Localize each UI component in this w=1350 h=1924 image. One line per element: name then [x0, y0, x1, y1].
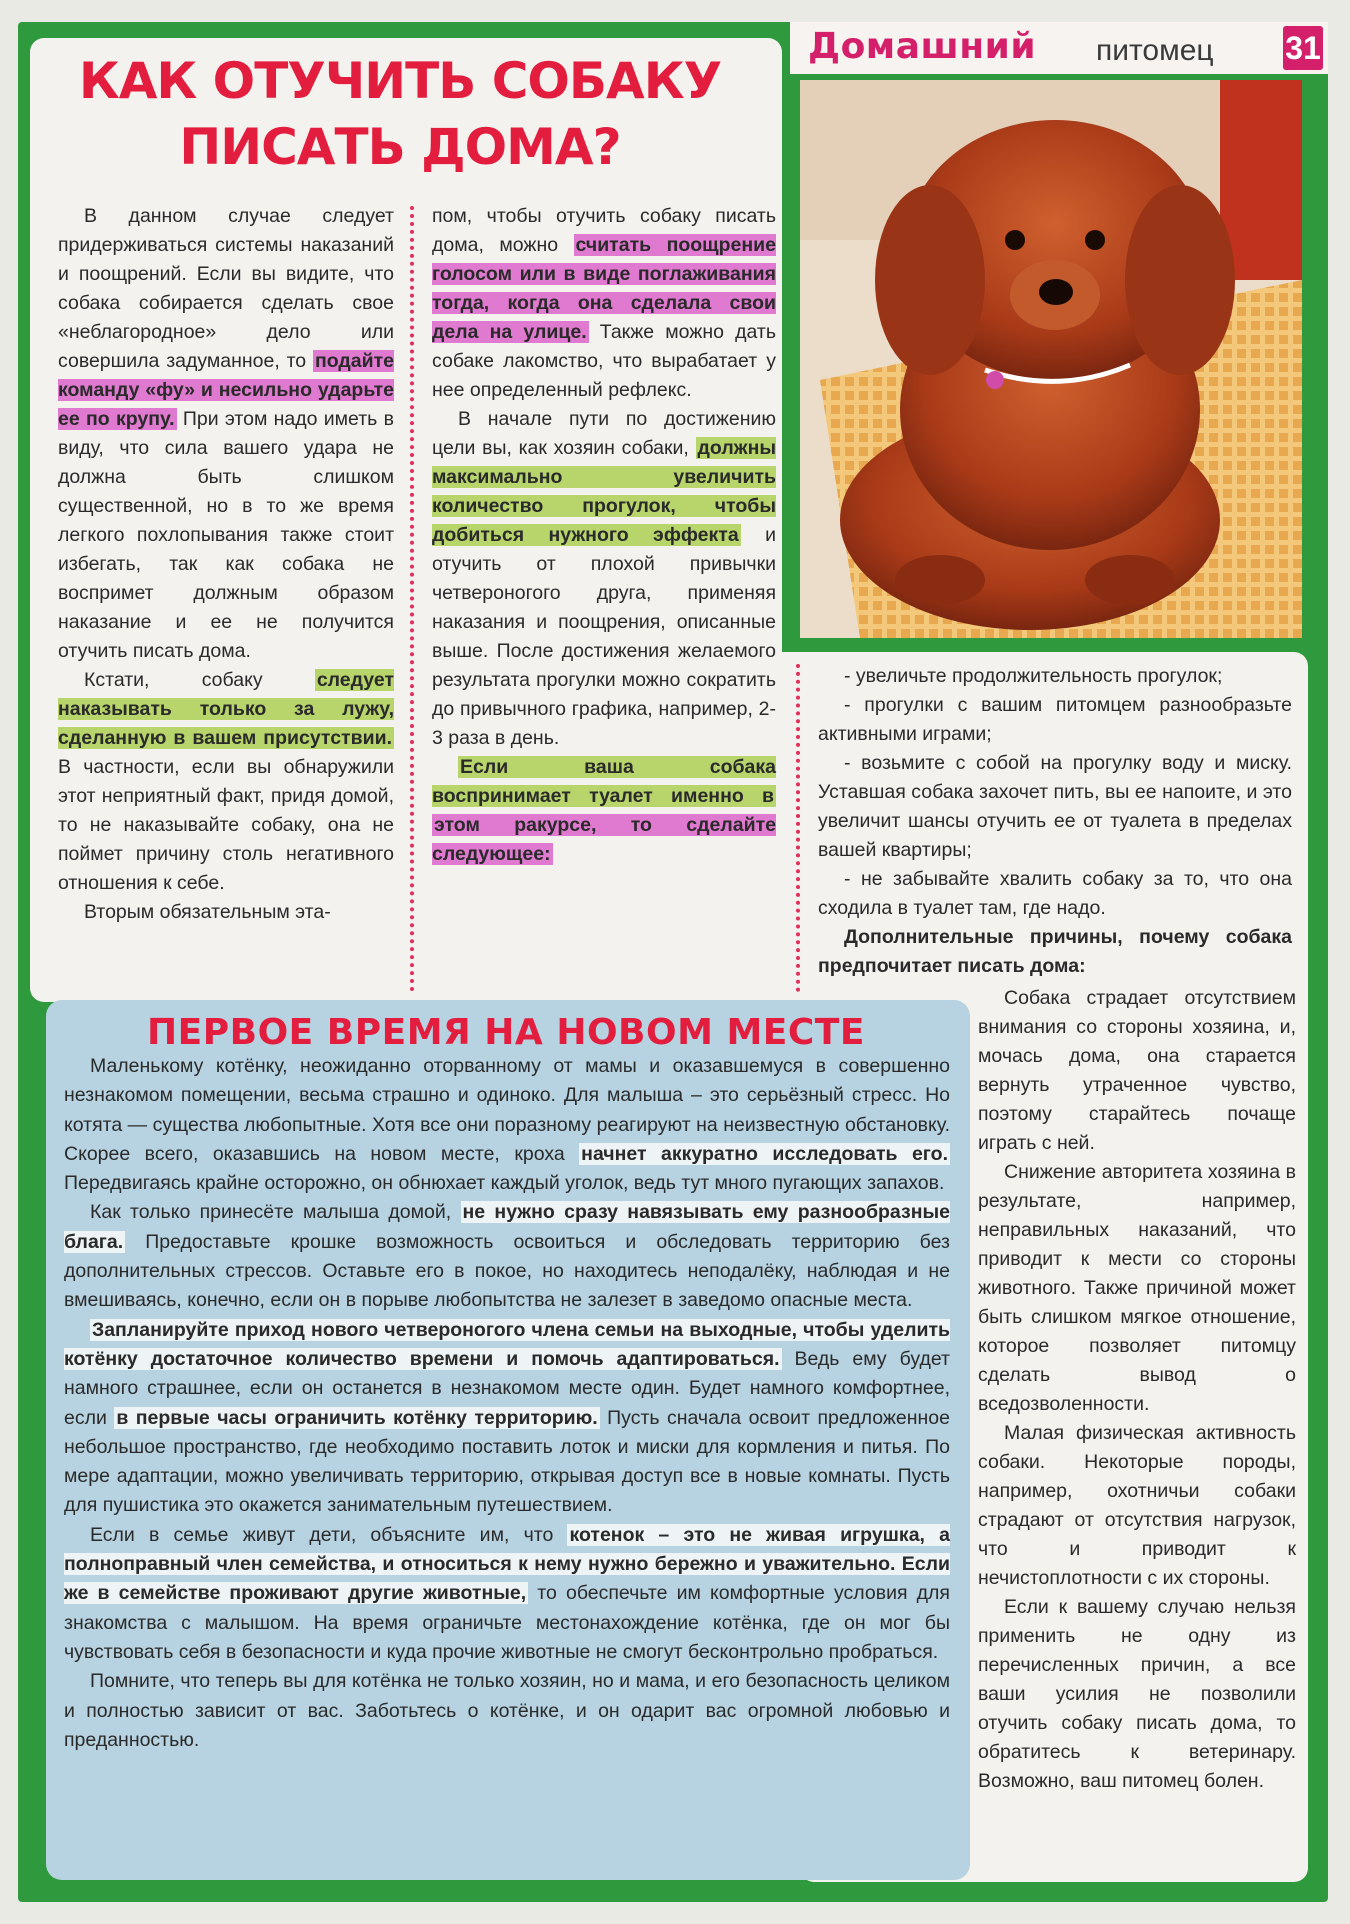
highlight-green: должны максимально увеличить количество прогулок, чтобы добиться нужного эффекта	[432, 437, 776, 546]
column-divider	[796, 664, 800, 992]
highlight-pink: считать поощрение голосом или в виде поглаживания тогда, когда она сделала свои дела на улице.	[432, 234, 777, 343]
paragraph: пом, чтобы отучить собаку писать дома, можно считать поощрение голосом или в виде поглаживания тогда, когда она сделала свои дела на улице. Также можно дать собаке лакомство, что вырабатает у нее определенный рефлекс.	[432, 205, 777, 401]
highlight-light: в первые часы ограничить котёнку территорию.	[116, 1406, 598, 1429]
paragraph: В начале пути по достижению цели вы, как хозяин собаки, должны максимально увеличить количество прогулок, чтобы добиться нужного эффекта и отучить от плохой привычки четвероногого друга, применяя наказания и поощрения, описанные выше. После достижения желаемого результата прогулки можно сократить до привычного графика, например, 2-3 раза в день.	[432, 408, 776, 749]
highlight-green: следует наказывать только за лужу, сделанную в вашем присутствии.	[58, 669, 394, 749]
kitten-article-text	[64, 1052, 950, 1755]
highlight-light: Запланируйте приход нового четвероногого члена семьи на выходные, чтобы уделить котёнку достаточное количество времени и помочь адаптироваться.	[64, 1318, 950, 1370]
headline-line-1: КАК ОТУЧИТЬ СОБАКУ	[78, 52, 722, 110]
rubric-header	[790, 22, 1328, 74]
paragraph	[432, 753, 776, 869]
kitten-article-title: ПЕРВОЕ ВРЕМЯ НА НОВОМ МЕСТЕ	[147, 1012, 865, 1053]
highlight-light: котенок – это не живая игрушка, а полноправный член семейства, и относиться к нему нужно бережно и уважительно. Если же в семействе проживают другие животные,	[64, 1523, 950, 1605]
highlight-light: не нужно сразу навязывать ему разнообразные блага.	[64, 1201, 950, 1253]
paragraph: Маленькому котёнку, неожиданно оторванному от мамы и оказавшемуся в совершенно незнакомом помещении, весьма страшно и одиноко. Для малыша – это серьёзный стресс. Но котята — существа любопытные. Хотя все они поразному реагируют на неизвестную обстановку. Скорее всего, оказавшись на новом месте, кроха начнет аккуратно исследовать его. Передвигаясь крайне осторожно, он обнюхает каждый уголок, ведь тут много пугающих запахов.	[64, 1055, 950, 1195]
paragraph: В данном случае следует придерживаться системы наказаний и поощрений. Если вы видите, что собака собирается сделать свое «неблагородное» дело или совершила задуманное, то подайте команду «фу» и несильно ударьте ее по крупу. При этом надо иметь в виду, что сила вашего удара не должна быть слишком существенной, но в то же время легкого похлопывания также стоит избегать, так как собака не воспримет должным образом наказание и ее не получится отучить писать дома.	[58, 205, 394, 662]
article-column-1	[58, 202, 394, 927]
paragraph: Если в семье живут дети, объясните им, что котенок – это не живая игрушка, а полноправный член семейства, и относиться к нему нужно бережно и уважительно. Если же в семействе проживают другие животные, то обеспечьте им комфортные условия для знакомства с малышом. На время ограничьте местонахождение котёнка, где он мог бы чувствовать себя в безопасности и куда прочие животные не смогут бесконтрольно пробраться.	[64, 1523, 950, 1663]
rubric-subtitle: питомец	[1096, 34, 1214, 67]
paragraph: Как только принесёте малыша домой, не нужно сразу навязывать ему разнообразные блага. Предоставьте крошке возможность освоиться и обследовать территорию без дополнительных стрессов. Оставьте его в покое, но находитесь неподалёку, наблюдая и не вмешиваясь, конечно, если он в порыве любопытства не залезет в заведомо опасные места.	[64, 1201, 950, 1312]
paragraph: Снижение авторитета хозяина в результате, например, неправильных наказаний, что приводит к мести со стороны животного. Также причиной может быть слишком мягкое отношение, которое позволяет питомцу сделать вывод о вседозволенности.	[978, 1161, 1296, 1415]
poodle-illustration	[800, 80, 1302, 638]
paragraph: Вторым обязательным эта-	[84, 901, 331, 923]
list-item: - не забывайте хвалить собаку за то, что она сходила в туалет там, где надо.	[818, 868, 1292, 919]
article-column-3-bottom	[978, 984, 1296, 1796]
poodle-photo	[800, 80, 1302, 638]
paragraph: Малая физическая активность собаки. Некоторые породы, например, охотничьи собаки страдают от отсутствия нагрузок, что и приводит к нечистоплотности с их стороны.	[978, 1422, 1296, 1589]
subheading: Дополнительные причины, почему собака предпочитает писать дома:	[818, 926, 1292, 977]
list-item: - прогулки с вашим питомцем разнообразьте активными играми;	[818, 694, 1292, 745]
article-headline	[50, 48, 750, 180]
page-number: 31	[1283, 26, 1323, 70]
paragraph: Запланируйте приход нового четвероногого члена семьи на выходные, чтобы уделить котёнку достаточное количество времени и помочь адаптироваться. Ведь ему будет намного страшнее, если он останется в незнакомом месте один. Будет намного комфортнее, если в первые часы ограничить котёнку территорию. Пусть сначала освоит предложенное небольшое пространство, где необходимо поставить лоток и миски для кормления и питья. По мере адаптации, можно увеличивать территорию, открывая доступ все в новые комнаты. Пусть для пушистика это окажется занимательным путешествием.	[64, 1318, 950, 1517]
rubric-title: Домашний	[808, 26, 1037, 67]
article-column-3-top	[818, 662, 1292, 981]
list-item: - увеличьте продолжительность прогулок;	[844, 665, 1223, 687]
article-column-2	[432, 202, 776, 869]
list-item: - возьмите с собой на прогулку воду и миску. Уставшая собака захочет пить, вы ее напоите, и это увеличит шансы отучить ее от туалета в пределах вашей квартиры;	[818, 752, 1292, 861]
column-divider	[410, 206, 414, 992]
paragraph: Помните, что теперь вы для котёнка не только хозяин, но и мама, и его безопасность целиком и полностью зависит от вас. Заботьтесь о котёнке, и он одарит вас огромной любовью и преданностью.	[64, 1670, 950, 1751]
paragraph: Собака страдает отсутствием внимания со стороны хозяина, и, мочась дома, она старается вернуть утраченное чувство, поэтому старайтесь почаще играть с ней.	[978, 987, 1296, 1154]
paragraph: Если к вашему случаю нельзя применить не одну из перечисленных причин, а все ваши усилия не позволили отучить собаку писать дома, то обратитесь к ветеринару. Возможно, ваш питомец болен.	[978, 1596, 1296, 1792]
highlight-light: начнет аккуратно исследовать его.	[581, 1142, 948, 1165]
highlight-pink: подайте команду «фу» и несильно ударьте ее по крупу.	[58, 350, 394, 430]
highlight-green: Если ваша собака воспринимает туалет именно в	[432, 756, 776, 807]
paragraph: Кстати, собаку следует наказывать только за лужу, сделанную в вашем присутствии. В частности, если вы обнаружили этот неприятный факт, придя домой, то не наказывайте собаку, она не поймет причину столь негативного отношения к себе.	[58, 669, 394, 894]
highlight-pink: этом ракурсе, то сделайте следующее:	[432, 814, 776, 865]
headline-line-2: ПИСАТЬ ДОМА?	[179, 118, 621, 176]
